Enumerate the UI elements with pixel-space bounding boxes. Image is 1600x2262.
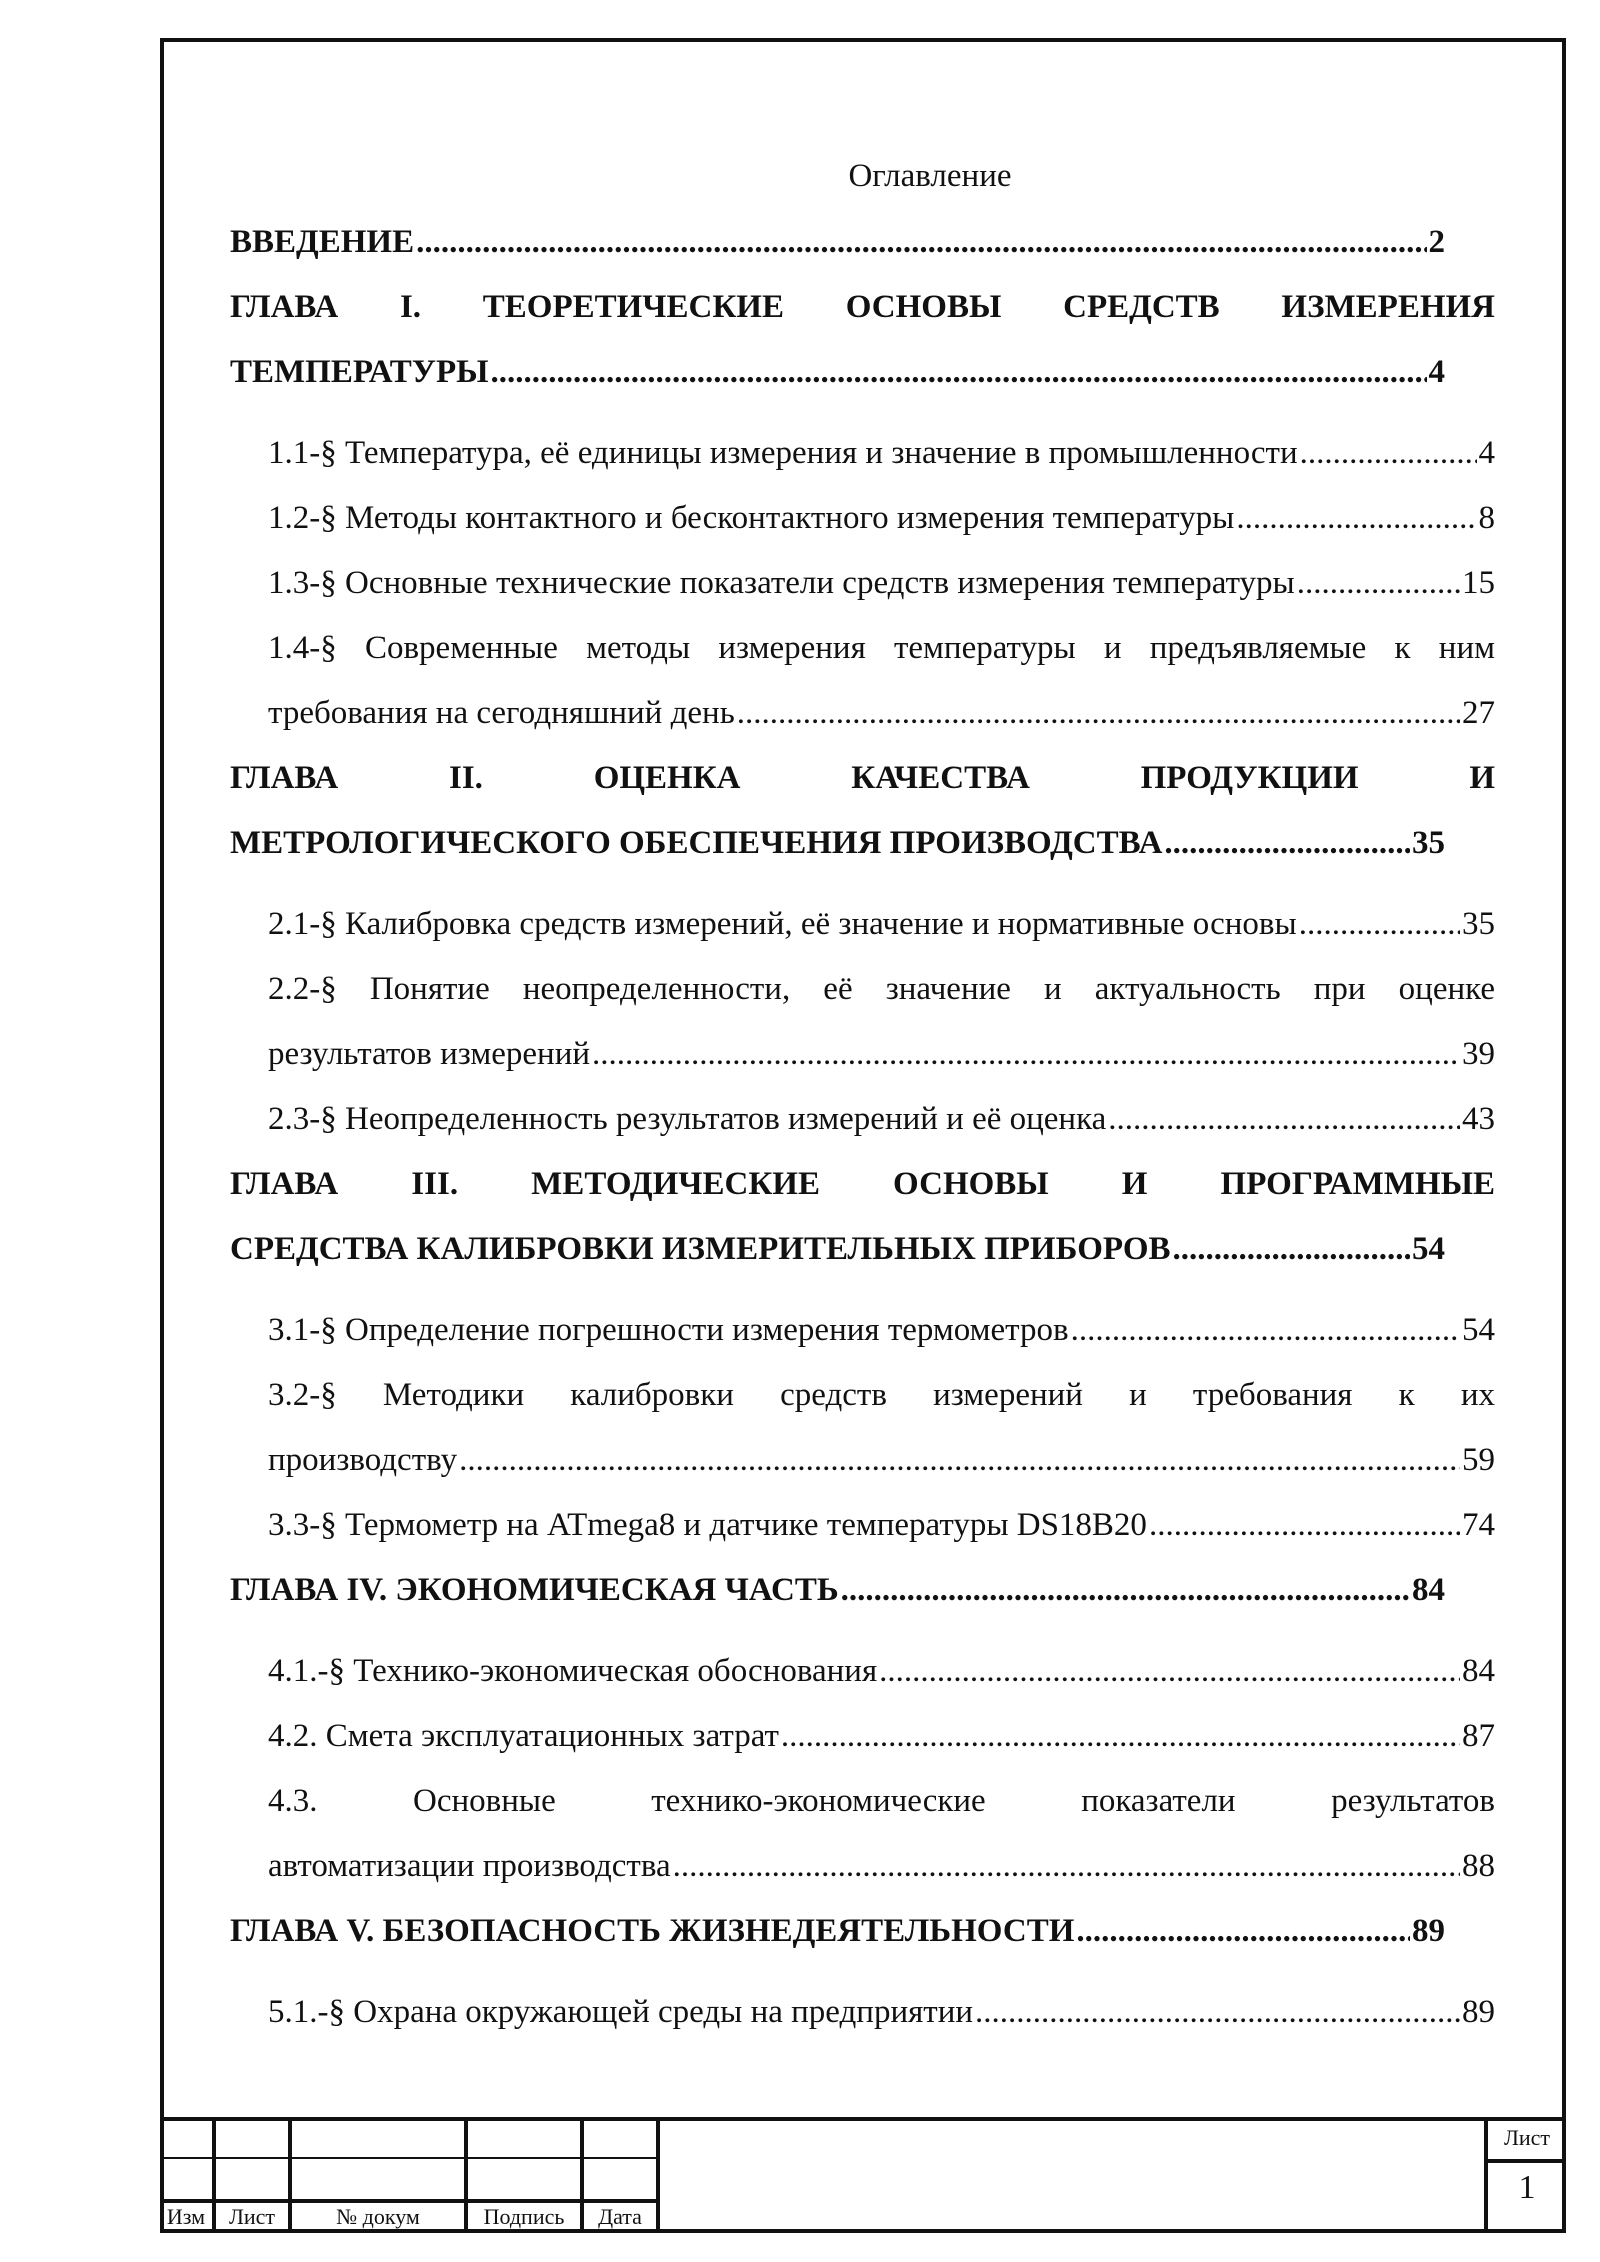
stamp-row-line — [160, 2199, 660, 2203]
toc-section-entry[interactable] — [230, 551, 1495, 616]
toc-leader-dots — [416, 210, 1426, 275]
toc-leader-dots — [737, 681, 1460, 746]
toc-section-entry[interactable] — [230, 1087, 1495, 1152]
toc-leader-dots — [491, 340, 1427, 405]
toc-page-number: 35 — [1462, 906, 1495, 942]
toc-page-number: 4 — [1428, 354, 1445, 390]
toc-section-entry[interactable] — [230, 421, 1495, 486]
toc-leader-dots — [459, 1428, 1460, 1493]
sheet-label: Лист — [1503, 2125, 1551, 2150]
toc-page-number: 74 — [1462, 1507, 1495, 1543]
toc-page-number: 88 — [1462, 1848, 1495, 1884]
toc-chapter-entry[interactable] — [230, 340, 1495, 405]
toc-chapter-entry[interactable] — [230, 1899, 1495, 1964]
toc-entry-title: 1.1-§ Температура, её единицы измерения и значение в промышленности — [268, 435, 1298, 471]
toc-entry-title: СРЕДСТВА КАЛИБРОВКИ ИЗМЕРИТЕЛЬНЫХ ПРИБОРОВ — [230, 1231, 1171, 1267]
toc-entry-title: 1.2-§ Методы контактного и бесконтактного измерения температуры — [268, 500, 1235, 536]
toc-section-entry[interactable] — [230, 681, 1495, 746]
stamp-col-sign: Подпись — [483, 2204, 565, 2229]
stamp-col-list: Лист — [228, 2204, 276, 2229]
toc-entry-title: 1.3-§ Основные технические показатели средств измерения температуры — [268, 565, 1295, 601]
toc-leader-dots — [1236, 486, 1476, 551]
stamp-col-date: Дата — [598, 2204, 642, 2229]
toc-page-number: 84 — [1412, 1572, 1445, 1608]
toc-leader-dots — [1149, 1493, 1460, 1558]
toc-leader-dots — [1071, 1298, 1460, 1363]
table-of-contents — [230, 210, 1495, 2045]
toc-spacer — [230, 876, 1495, 892]
toc-leader-dots — [1300, 421, 1477, 486]
toc-page-number: 59 — [1462, 1442, 1495, 1478]
page-title: Оглавление — [848, 158, 1012, 194]
toc-chapter-entry[interactable] — [230, 1558, 1495, 1623]
toc-entry-title: 3.3-§ Термометр на ATmega8 и датчике температуры DS18B20 — [268, 1507, 1147, 1543]
toc-entry-title: ВВЕДЕНИЕ — [230, 224, 415, 260]
toc-entry-title: ТЕМПЕРАТУРЫ — [230, 354, 489, 390]
toc-leader-dots — [1299, 892, 1460, 957]
sheet-number: 1 — [1518, 2169, 1536, 2206]
toc-page-number: 4 — [1478, 435, 1495, 471]
toc-section-entry: 1.4-§ Современные методы измерения температуры и предъявляемые к ним — [268, 630, 1495, 666]
toc-section-entry[interactable] — [230, 1639, 1495, 1704]
toc-leader-dots — [1076, 1899, 1410, 1964]
toc-section-entry: 4.3. Основные технико-экономические показатели результатов — [268, 1783, 1495, 1819]
toc-page-number: 43 — [1462, 1101, 1495, 1137]
toc-page-number: 2 — [1428, 224, 1445, 260]
toc-chapter-heading: ГЛАВА III. МЕТОДИЧЕСКИЕ ОСНОВЫ И ПРОГРАММНЫЕ — [230, 1166, 1495, 1202]
toc-leader-dots — [841, 1558, 1410, 1623]
toc-page-number: 84 — [1462, 1653, 1495, 1689]
toc-section-entry[interactable] — [230, 1022, 1495, 1087]
toc-spacer — [230, 1282, 1495, 1298]
toc-page-number: 39 — [1462, 1036, 1495, 1072]
toc-page-number: 89 — [1462, 1994, 1495, 2030]
toc-entry-title: 5.1.-§ Охрана окружающей среды на предприятии — [268, 1994, 974, 2030]
toc-leader-dots — [1108, 1087, 1460, 1152]
stamp-divider — [656, 2121, 660, 2233]
toc-entry-title: ГЛАВА V. БЕЗОПАСНОСТЬ ЖИЗНЕДЕЯТЕЛЬНОСТИ — [230, 1913, 1075, 1949]
toc-page-number: 54 — [1412, 1231, 1445, 1267]
toc-page-number: 89 — [1412, 1913, 1445, 1949]
toc-leader-dots — [1173, 1217, 1411, 1282]
toc-chapter-heading: ГЛАВА II. ОЦЕНКА КАЧЕСТВА ПРОДУКЦИИ И — [230, 760, 1495, 796]
toc-page-number: 15 — [1462, 565, 1495, 601]
toc-leader-dots — [975, 1980, 1460, 2045]
toc-entry-title: 2.1-§ Калибровка средств измерений, её значение и нормативные основы — [268, 906, 1297, 942]
toc-spacer — [230, 1623, 1495, 1639]
toc-entry-title: 2.3-§ Неопределенность результатов измерений и её оценка — [268, 1101, 1107, 1137]
toc-leader-dots — [781, 1704, 1460, 1769]
toc-entry-title: 3.1-§ Определение погрешности измерения термометров — [268, 1312, 1069, 1348]
stamp-row-line — [160, 2157, 660, 2159]
toc-entry-title: 4.1.-§ Технико-экономическая обоснования — [268, 1653, 878, 1689]
toc-leader-dots — [879, 1639, 1460, 1704]
toc-section-entry: 3.2-§ Методики калибровки средств измерений и требования к их — [268, 1377, 1495, 1413]
toc-section-entry[interactable] — [230, 486, 1495, 551]
toc-entry-title: автоматизации производства — [268, 1848, 671, 1884]
toc-section-entry[interactable] — [230, 1980, 1495, 2045]
toc-entry-title: ГЛАВА IV. ЭКОНОМИЧЕСКАЯ ЧАСТЬ — [230, 1572, 839, 1608]
toc-page-number: 35 — [1412, 825, 1445, 861]
toc-section-entry[interactable] — [230, 1704, 1495, 1769]
title-block-stamp — [160, 2117, 1566, 2233]
toc-page-number: 8 — [1478, 500, 1495, 536]
toc-entry-title: результатов измерений — [268, 1036, 591, 1072]
toc-chapter-entry[interactable] — [230, 1217, 1495, 1282]
sheet-divider — [1488, 2159, 1566, 2163]
stamp-col-doc: № докум — [336, 2204, 420, 2229]
toc-page-number: 54 — [1462, 1312, 1495, 1348]
toc-section-entry[interactable] — [230, 1428, 1495, 1493]
toc-entry-title: МЕТРОЛОГИЧЕСКОГО ОБЕСПЕЧЕНИЯ ПРОИЗВОДСТВА — [230, 825, 1163, 861]
toc-leader-dots — [592, 1022, 1460, 1087]
toc-entry-title: требования на сегодняшний день — [268, 695, 735, 731]
toc-chapter-entry[interactable] — [230, 210, 1495, 275]
toc-leader-dots — [1164, 811, 1410, 876]
toc-entry-title: производству — [268, 1442, 458, 1478]
toc-chapter-entry[interactable] — [230, 811, 1495, 876]
toc-entry-title: 4.2. Смета эксплуатационных затрат — [268, 1718, 779, 1754]
toc-spacer — [230, 405, 1495, 421]
toc-section-entry[interactable] — [230, 1298, 1495, 1363]
toc-section-entry[interactable] — [230, 892, 1495, 957]
stamp-col-izm: Изм — [166, 2204, 206, 2229]
toc-leader-dots — [1297, 551, 1460, 616]
toc-spacer — [230, 1964, 1495, 1980]
toc-section-entry: 2.2-§ Понятие неопределенности, её значение и актуальность при оценке — [268, 971, 1495, 1007]
toc-leader-dots — [673, 1834, 1460, 1899]
toc-page-number: 27 — [1462, 695, 1495, 731]
toc-section-entry[interactable] — [230, 1493, 1495, 1558]
toc-section-entry[interactable] — [230, 1834, 1495, 1899]
toc-page-number: 87 — [1462, 1718, 1495, 1754]
toc-chapter-heading: ГЛАВА I. ТЕОРЕТИЧЕСКИЕ ОСНОВЫ СРЕДСТВ ИЗМЕРЕНИЯ — [230, 289, 1495, 325]
sheet-number-box — [1484, 2117, 1566, 2233]
